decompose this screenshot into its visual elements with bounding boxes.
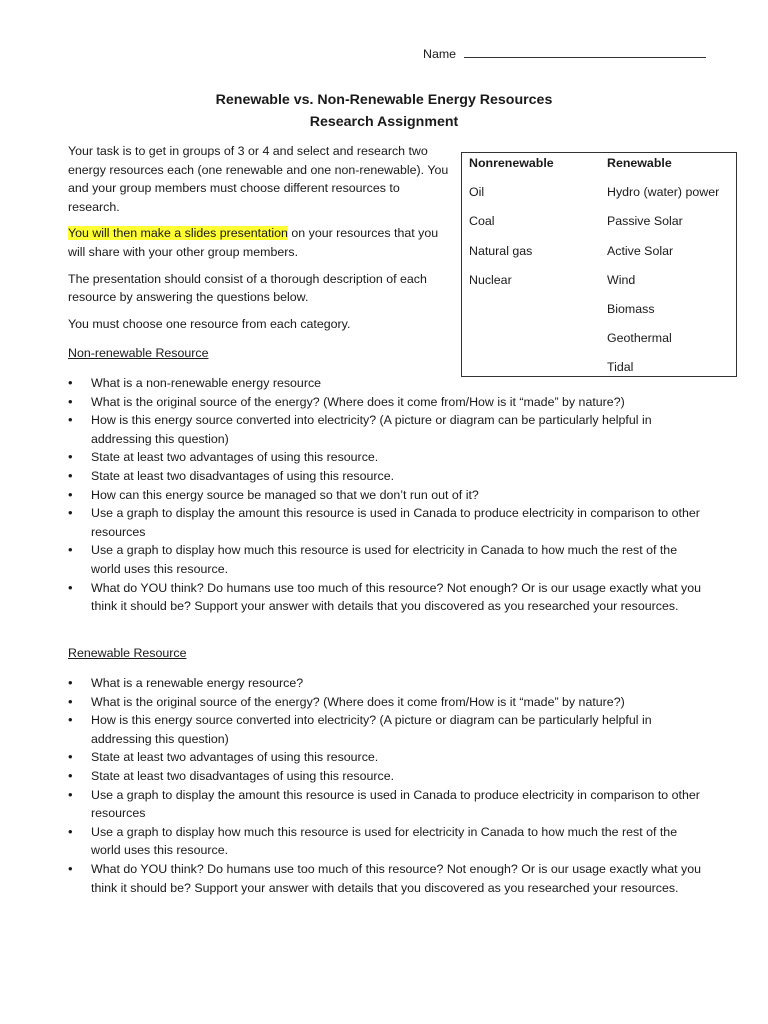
renewable-header: Renewable <box>607 156 672 170</box>
question-item: • What do YOU think? Do humans use too much of this resource? Not enough? Or is our usage exactly what you think it should be? Support your answer with details that you discovered as you researched your resources. <box>68 579 708 616</box>
question-item: • Use a graph to display the amount this resource is used in Canada to produce electricity in comparison to other resources <box>68 786 708 823</box>
question-item: • What is a renewable energy resource? <box>68 674 708 693</box>
renewable-item: Active Solar <box>607 243 674 258</box>
renewable-item: Tidal <box>607 360 634 375</box>
nonrenewable-section-heading: Non-renewable Resource <box>68 346 209 360</box>
nonrenewable-item: Coal <box>469 214 495 229</box>
question-item: • What do YOU think? Do humans use too much of this resource? Not enough? Or is our usage exactly what you think it should be? Support your answer with details that you discovered as you researched your resources. <box>68 860 708 897</box>
question-item: • How is this energy source converted into electricity? (A picture or diagram can be particularly helpful in addressing this question) <box>68 711 708 748</box>
renewable-item: Geothermal <box>607 331 672 346</box>
question-item: • What is the original source of the energy? (Where does it come from/How is it “made” by nature?) <box>68 393 708 412</box>
question-item: • Use a graph to display how much this resource is used for electricity in Canada to how much the rest of the world uses this resource. <box>68 541 708 578</box>
page-subtitle: Research Assignment <box>309 114 459 130</box>
intro-paragraph-1: Your task is to get in groups of 3 or 4 and select and research two energy resources each (one renewable and one non-renewable). You and your group members must choose different resources to research. <box>68 144 449 214</box>
nonrenewable-header: Nonrenewable <box>469 156 554 170</box>
intro-text <box>68 142 453 341</box>
question-item: • Use a graph to display the amount this resource is used in Canada to produce electricity in comparison to other resources <box>68 504 708 541</box>
renewable-question-list <box>68 674 708 897</box>
renewable-item: Hydro (water) power <box>607 185 720 200</box>
name-blank-line <box>464 45 706 58</box>
resource-table <box>461 152 737 377</box>
question-item: • What is a non-renewable energy resource <box>68 374 708 393</box>
renewable-column <box>607 153 719 387</box>
nonrenewable-item: Natural gas <box>469 243 533 258</box>
page-title: Renewable vs. Non-Renewable Energy Resources <box>215 92 553 108</box>
intro-paragraph-2 <box>68 224 453 261</box>
renewable-item: Biomass <box>607 301 655 316</box>
nonrenewable-item: Nuclear <box>469 272 512 287</box>
question-item: • How can this energy source be managed so that we don’t run out of it? <box>68 486 708 505</box>
question-item: • Use a graph to display how much this resource is used for electricity in Canada to how much the rest of the world uses this resource. <box>68 823 708 860</box>
name-field <box>423 45 706 61</box>
nonrenewable-item: Oil <box>469 185 485 200</box>
nonrenewable-column <box>469 153 554 299</box>
intro-paragraph-3: The presentation should consist of a thorough description of each resource by answering the questions below. <box>68 271 427 305</box>
nonrenewable-question-list <box>68 374 708 616</box>
question-item: • What is the original source of the energy? (Where does it come from/How is it “made” by nature?) <box>68 693 708 712</box>
renewable-section-heading: Renewable Resource <box>68 646 187 660</box>
question-item: • State at least two advantages of using this resource. <box>68 448 708 467</box>
intro-paragraph-4: You must choose one resource from each category. <box>68 316 351 331</box>
question-item: • State at least two advantages of using this resource. <box>68 748 708 767</box>
question-item: • How is this energy source converted into electricity? (A picture or diagram can be particularly helpful in addressing this question) <box>68 411 708 448</box>
renewable-item: Passive Solar <box>607 214 683 229</box>
name-label: Name <box>423 47 457 61</box>
renewable-item: Wind <box>607 272 636 287</box>
question-item: • State at least two disadvantages of using this resource. <box>68 767 708 786</box>
question-item: • State at least two disadvantages of using this resource. <box>68 467 708 486</box>
highlighted-text: You will then make a slides presentation <box>68 226 288 241</box>
intro-paragraph-2-rest: on your resources that you will share with your other group members. <box>68 226 439 259</box>
